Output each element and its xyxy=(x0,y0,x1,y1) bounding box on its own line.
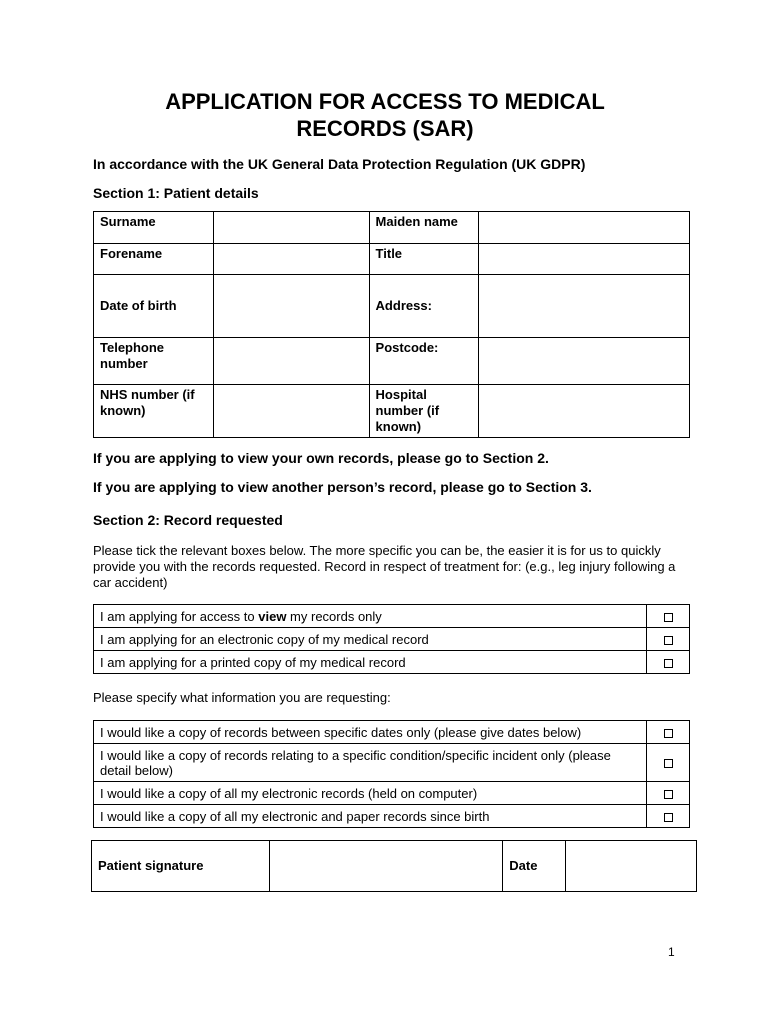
telephone-label: Telephone number xyxy=(94,338,214,385)
subtitle: In accordance with the UK General Data Protection Regulation (UK GDPR) xyxy=(93,156,586,172)
forename-label: Forename xyxy=(94,244,214,275)
title-line-1: APPLICATION FOR ACCESS TO MEDICAL xyxy=(165,89,605,114)
printed-copy-checkbox[interactable] xyxy=(664,659,673,668)
info-option-all-records: I would like a copy of all my electronic and paper records since birth xyxy=(94,805,647,828)
postcode-field[interactable] xyxy=(479,338,690,385)
title-field[interactable] xyxy=(479,244,690,275)
access-option-electronic-copy: I am applying for an electronic copy of my medical record xyxy=(94,628,647,651)
instruction-other-records: If you are applying to view another person’s record, please go to Section 3. xyxy=(93,479,592,495)
patient-signature-label: Patient signature xyxy=(92,841,270,892)
instruction-own-records: If you are applying to view your own records, please go to Section 2. xyxy=(93,450,549,466)
section-2-intro: Please tick the relevant boxes below. The more specific you can be, the easier it is for us to quickly provide you with the records requested. Record in respect of treatment for: (e.g., leg injury following a car accident) xyxy=(93,543,676,590)
signature-table xyxy=(91,840,697,892)
patient-signature-field[interactable] xyxy=(269,841,503,892)
surname-label: Surname xyxy=(94,212,214,244)
address-label: Address: xyxy=(369,275,479,338)
forename-field[interactable] xyxy=(213,244,369,275)
maiden-name-label: Maiden name xyxy=(369,212,479,244)
hospital-number-label: Hospital number (if known) xyxy=(369,385,479,438)
info-options-table xyxy=(93,720,690,828)
page-number: 1 xyxy=(668,945,675,959)
specific-condition-checkbox[interactable] xyxy=(664,759,673,768)
maiden-name-field[interactable] xyxy=(479,212,690,244)
info-option-electronic-records: I would like a copy of all my electronic records (held on computer) xyxy=(94,782,647,805)
info-option-specific-condition: I would like a copy of records relating to a specific condition/specific incident only (please detail below) xyxy=(94,744,647,782)
date-label: Date xyxy=(503,841,566,892)
access-option-printed-copy: I am applying for a printed copy of my medical record xyxy=(94,651,647,674)
telephone-field[interactable] xyxy=(213,338,369,385)
title-line-2: RECORDS (SAR) xyxy=(296,116,474,141)
patient-details-table xyxy=(93,211,690,438)
date-of-birth-field[interactable] xyxy=(213,275,369,338)
specify-prompt: Please specify what information you are requesting: xyxy=(93,690,391,705)
postcode-label: Postcode: xyxy=(369,338,479,385)
info-option-specific-dates: I would like a copy of records between specific dates only (please give dates below) xyxy=(94,721,647,744)
hospital-number-field[interactable] xyxy=(479,385,690,438)
electronic-records-checkbox[interactable] xyxy=(664,790,673,799)
section-2-heading: Section 2: Record requested xyxy=(93,512,283,528)
date-of-birth-label: Date of birth xyxy=(94,275,214,338)
nhs-number-field[interactable] xyxy=(213,385,369,438)
surname-field[interactable] xyxy=(213,212,369,244)
electronic-copy-checkbox[interactable] xyxy=(664,636,673,645)
all-records-checkbox[interactable] xyxy=(664,813,673,822)
view-records-checkbox[interactable] xyxy=(664,613,673,622)
address-field[interactable] xyxy=(479,275,690,338)
access-option-view: I am applying for access to view my records only xyxy=(94,605,647,628)
section-1-heading: Section 1: Patient details xyxy=(93,185,259,201)
access-options-table xyxy=(93,604,690,674)
date-field[interactable] xyxy=(566,841,697,892)
page-title xyxy=(0,88,770,142)
title-label: Title xyxy=(369,244,479,275)
nhs-number-label: NHS number (if known) xyxy=(94,385,214,438)
specific-dates-checkbox[interactable] xyxy=(664,729,673,738)
